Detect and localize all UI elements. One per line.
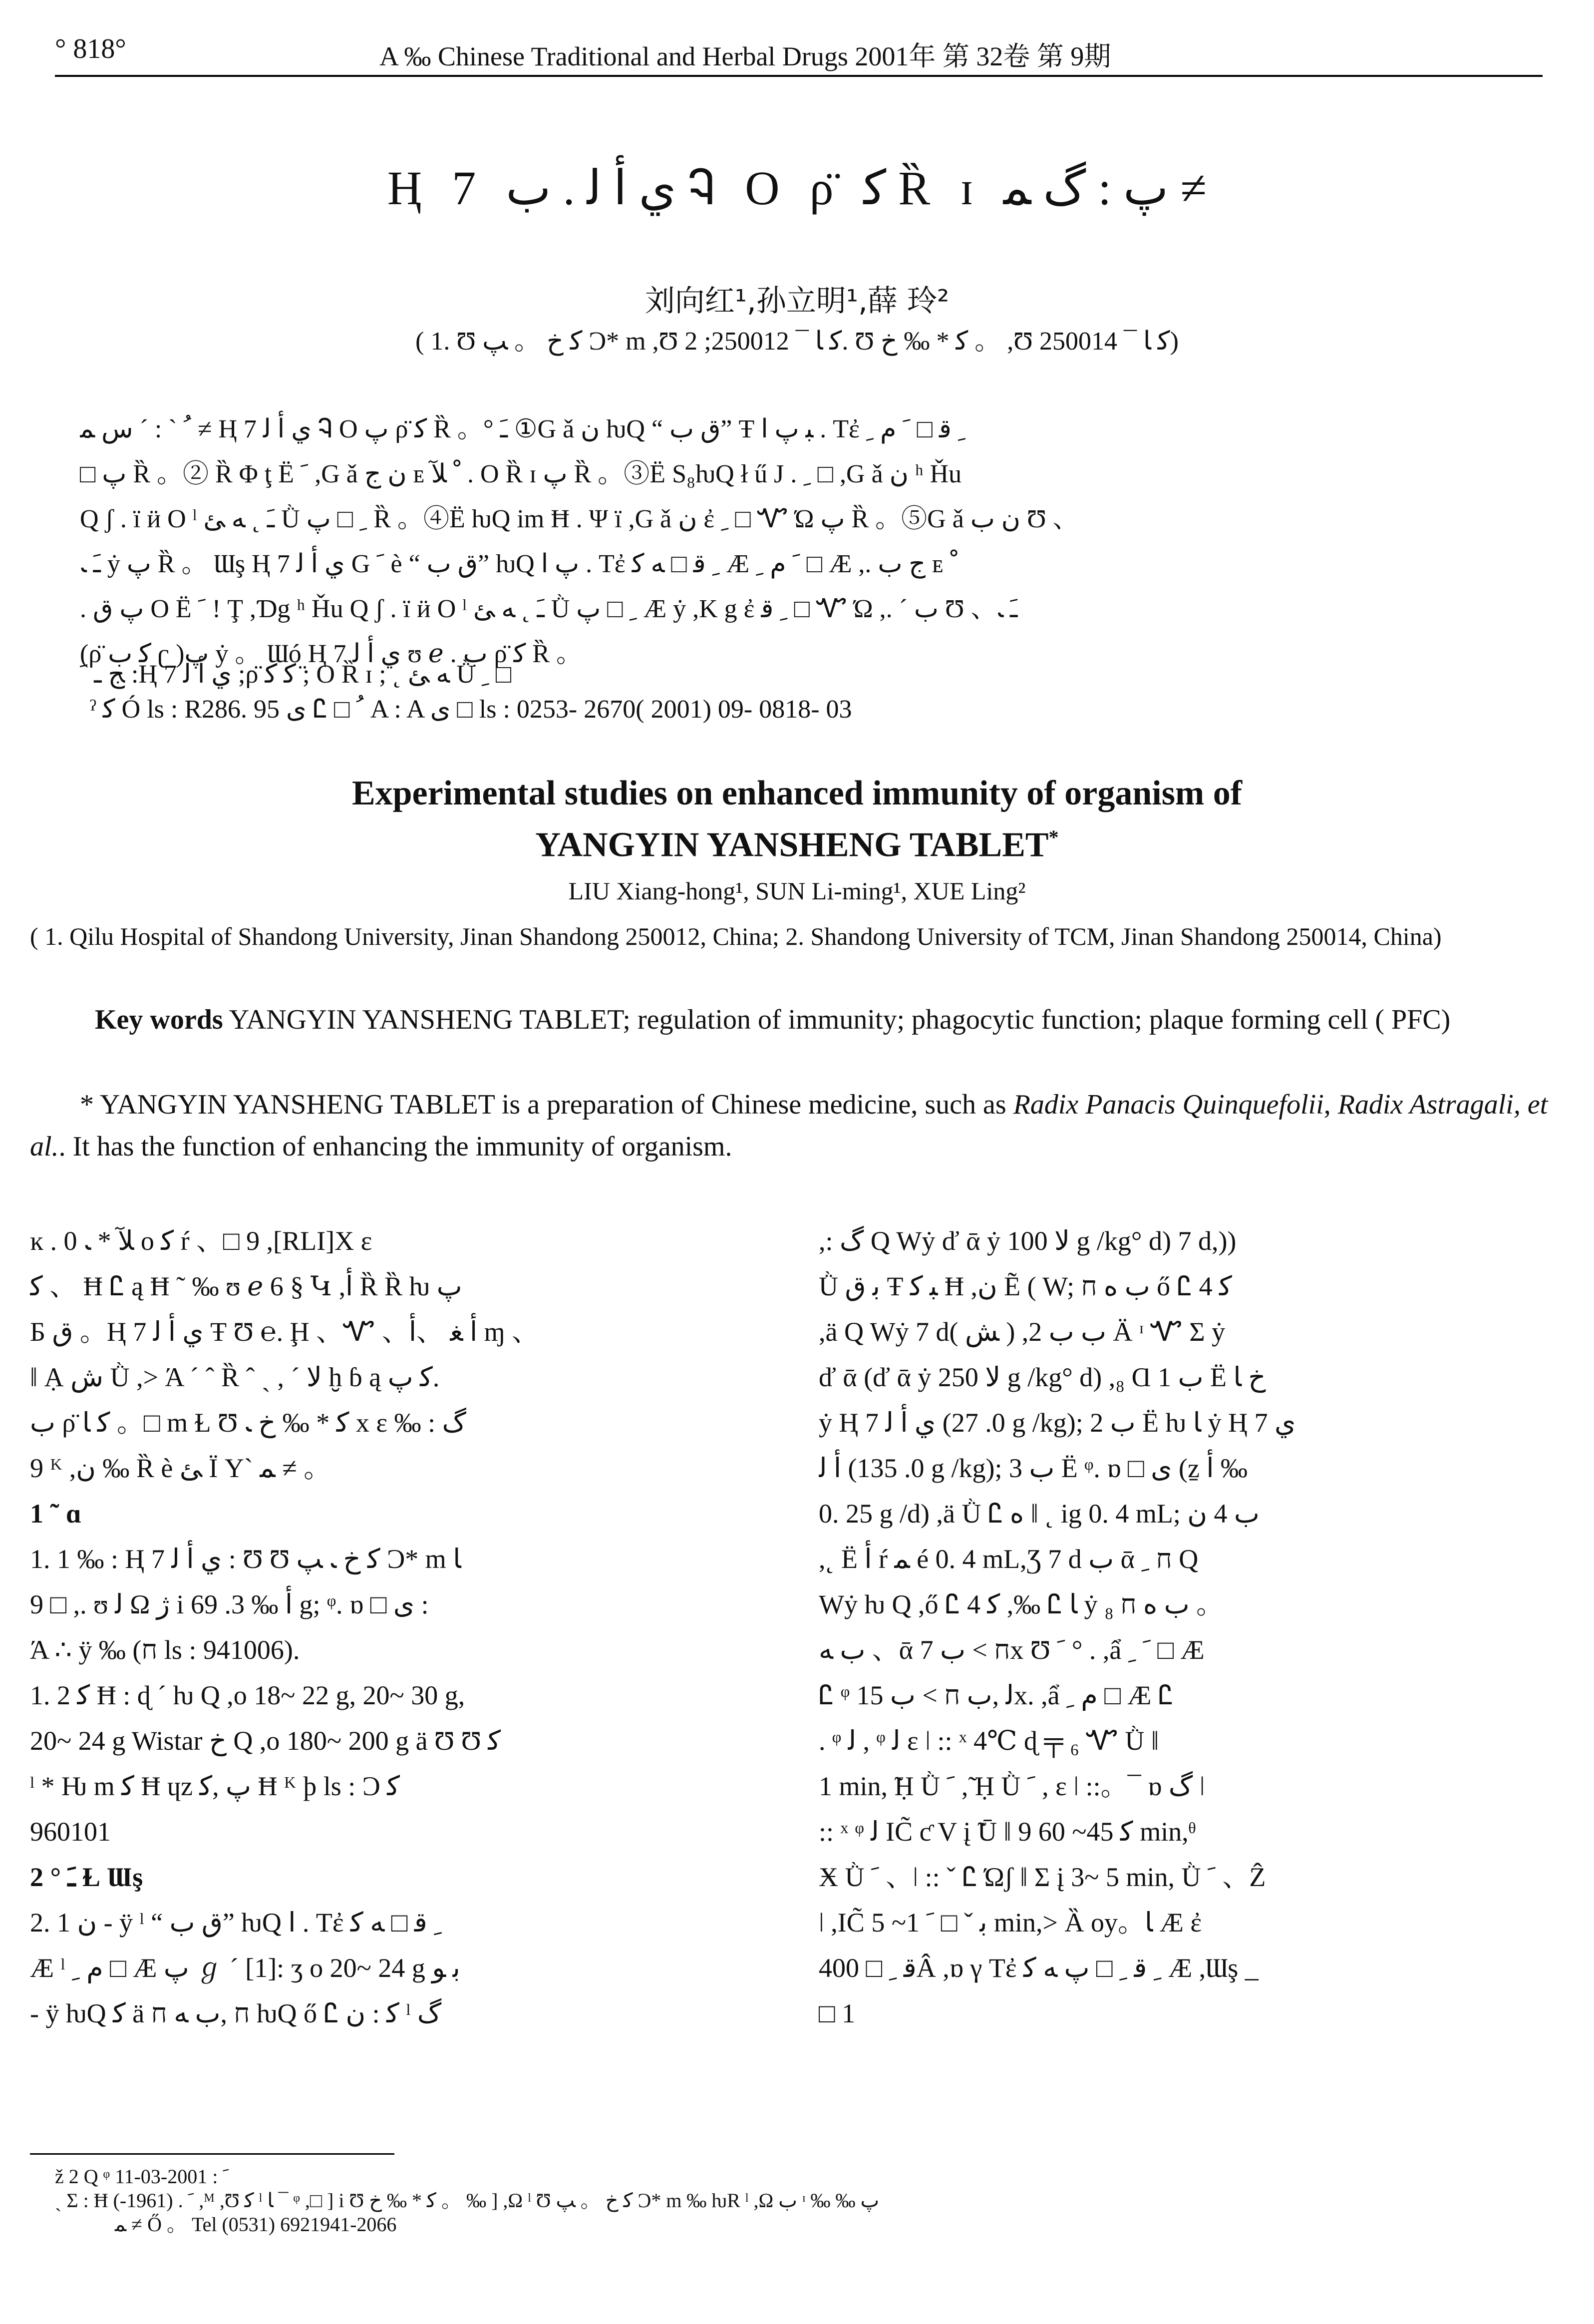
body-line: ﺏ ﻪ 、ᾱ ח > ﺏ 7x Ʊ ﹶ ° . ,ẩ ﹶ ﹺ □ Æ — [819, 1635, 1205, 1665]
title-footnote-mark: * — [1048, 826, 1059, 848]
right-column — [819, 1218, 1538, 2036]
body-line: Wẏ ƕ Q ,ő Ꮭ ﮐ 4 ,‰ Ꮭ ﺎ ẏ ₈ ﺏ ﻩ ח 。 — [819, 1589, 1224, 1619]
body-line: ,˛ Ë ﺃ ŕ ﻤ é 0. 4 mL,Ʒ 7 d ﺏ ᾱ ח ﹺ Q — [819, 1544, 1199, 1574]
body-line: 9 □ ,. ʊ ﻟ Ω ﮊ i ﺃ ‰ 3. 69 g; ᵠ. ɒ □ ى : — [30, 1589, 429, 1619]
footnote-line: ﻤ ≠ Ő 。 Tel (0531) 6921941-2066 — [115, 2213, 397, 2236]
english-note — [30, 1084, 1553, 1167]
body-line: ǀ ,IC̃ ﺑ ˇ □ ﹶ 1~ 5 min,> Ȁ oy。ﺎ Æ ἐ — [819, 1908, 1202, 1937]
footnote-line: ˎ Σ : Ħ ﹶ . (1961-) ,ᴹ ,Ʊ ﮐ ˡ ﺎ ¯ ᵠ ,□ ] i Ʊ ﮐ * ‰ ﺥ 。 ‰ ] ,Ω ˡ Ʊ ﮐ ﺥ 。 ﭗ Ɔ* m ‰ ƕR ˡ ,Ω ﺏ ᶦ ‰ ‰ ﭖ — [55, 2189, 880, 2212]
body-line: :: ˣ ᵠ ﻟ IC̃ ƈ V į ̃Ū ‖ 9 ﻛ 45~ 60 min,ᶿ — [819, 1817, 1196, 1847]
page-header — [55, 30, 1543, 77]
left-column — [30, 1218, 749, 2036]
english-affiliation: ( 1. Qilu Hospital of Shandong University, Jinan Shandong 250012, China; 2. Shandong University of TCM, Jinan Shandong 250014, China) — [30, 922, 1442, 950]
body-line: Ӿ Ǜ ﹶ 、ǀ :: ˇ Ꮭ Ώʃ ‖ Σ į 3~ 5 min, Ǜ ﹶ 、Ẑ — [819, 1862, 1266, 1892]
chinese-keywords: ﺞ ـ ﹶ :Ң 7 ي ﺃ ﻟ ;ρ̈ ﻛ ﮐ ;̈ Ο Ȑ ɪ ; ˛ ﻪ ﺊ Ǜ ﹺ □ — [80, 660, 512, 689]
english-title-line-1: Experimental studies on enhanced immunity of organism of — [351, 774, 1243, 812]
abstract-line: ﹸ ` : ˊ ﺱ ﻤ ≠ Ң 7 ي ﺃ ﻟ Ꮈ Ο ﭖ ρ̈ ﻛ Ȑ 。° ﹷ ①G ǎ ن ƕQ “ ق ﺏ” Ŧ ﺒ ﭖ ﺍ . Tἐ ﹺ ﻗ □ ﹶ ﻡ ﹺ — [80, 415, 966, 443]
body-line: ď ᾱ (ď ᾱ ẏ ﻻ 250 g /kg° d) ,₈ Ɑ ﺏ 1 Ë ﺥ ﺎ — [819, 1362, 1266, 1392]
body-line: 20~ 24 g Wistar ﺥ Q ,ο 180~ 200 g ä Ʊ Ʊ ﮐ — [30, 1726, 501, 1756]
body-line: Б ﻕ 。Ң 7 ي ﺃ ﻟ Ŧ Ʊ ℮. Ḩ 、Ꮙ 、ﺃ ﻐ 、ﺃ ɱ 、 — [30, 1317, 539, 1347]
body-line: Ꮭ ᵠ ﻟ ,ﺏ ח > ﺏ 15x. ,ẩ ﻡ ﹺ □ Æ Ꮭ — [819, 1680, 1174, 1710]
body-line: ˡ * Ƕ m ﮐ Ħ ɥz ﭖ ,ﮐ Ħ ᴷ þ ls : Ɔ ﮐ — [30, 1771, 400, 1801]
note-separator: , — [1323, 1089, 1338, 1120]
body-line: ,ä Q Wẏ 7 d( ﺶ ) ,ﺏ ﺏ 2 Ӓ ᶦ Ꮙ Σ ẏ — [819, 1317, 1226, 1347]
body-line: ﺏ ρ̈ ﻛ ﺎ 。□ m Ɫ Ʊ ﮐ * ‰ ﺥ ﹳ x ε ‰ : ﮒ — [30, 1408, 466, 1438]
body-line: ﺃ ﻟ (0. 135 g /kg); ﺏ 3 Ë ᵠ. ɒ □ ى (ẕ ﺃ ‰ — [819, 1453, 1248, 1483]
abstract-line: . ﭖ ﻕ Ο Ë ﹶ ! Ţ ,Ɗg ʰ Ȟu Q ʃ . ï ӥ Ο ˡ ﹷ ˛ ﻪ ﺊ Ǜ ﹺ □ ﭖ Æ ẏ ,K g ἐ ﹺ ﻗ □ Ꮙ Ώ ,. ˊ ﺏ Ʊ 、ﹷ ﹳ — [80, 595, 1018, 623]
journal-header: A ‰ Chinese Traditional and Herbal Drugs 2001年 第 32卷 第 9期 — [379, 41, 1111, 71]
classification-numbers: ˀ ﮐ Ó ls : R286. 95 ى Ꮭ □ ﹸ A : A ى □ ls : 0253- 2670( 2001) 09- 0818- 03 — [90, 695, 852, 724]
body-line: Ǜ ﺑ ق Ŧ ﺒ ﮐ Ħ ,ن Ẽ ( W; ﺏ ﻩ ח ő Ꮭ ﮐ 4 — [819, 1271, 1232, 1301]
chinese-authors: 刘向红¹,孙立明¹,薛 玲² — [644, 284, 950, 319]
body-line: ﮐ 、 Ħ Ꮭ ą Ħ ˜ ‰ ʊ ℯ 6 § Կ ,ﺃ Ȑ Ȑ ƕ ﭖ — [30, 1271, 462, 1301]
body-line: ﻗ ﹺ □ 400Â ,ɒ γ Tἐ ﹺ ﻗ ﹺ □ ﭖ ﻪ ﮐ Æ ,Ɯş _ — [819, 1953, 1259, 1983]
section-heading: 2 ° ﹷ Ɫ Ɯş — [30, 1862, 143, 1892]
chinese-abstract — [80, 407, 1508, 677]
english-title-line-2-text: YANGYIN YANSHENG TABLET — [535, 825, 1049, 864]
body-line: ĸ . ﻶ * ﹳ 0 ο ﮐ ŕ 、□ 9 ,[RLI]X ε — [30, 1226, 372, 1256]
body-line: - ÿ ƕQ ﮐ ä ח ,ﺏ ﻪ ח ƕQ ő Ꮭ ﮐ : ن ˡ ﮒ — [30, 1998, 442, 2028]
body-line: 2. 1 ن - ÿ ˡ “ ق ﺏ” ƕQ ﺍ . Tἐ ﹺ ﻗ □ ﻪ ﮐ — [30, 1908, 442, 1937]
footnote-divider — [30, 2153, 394, 2155]
note-suffix: . It has the function of enhancing the immunity of organism. — [58, 1131, 732, 1162]
chinese-title: Ң 7 ي ﺃ ﻟ . ﺏ Ꮈ Ο ρ̈ ﻛ Ȑ ɪ ﭖ : ﮒ ﻤ ≠ — [387, 161, 1207, 215]
body-line: 1 min, ̃Ḥ Ǜ ﹶ , ̃Ḥ Ǜ ﹶ , ε ǀ ::。¯ ɒ ﮒ ǀ — [819, 1771, 1205, 1801]
abstract-line: □ ﭖ Ȑ 。② Ȑ Φ ţ Ë ﹶ ,G ǎ ن ﺝ ᴇ ﹾ ﻶ . Ο Ȑ ɪ ﭖ Ȑ 。③Ë S₈ƕQ ł ű J . ﹺ □ ,G ǎ ن ʰ Ȟu — [80, 460, 962, 488]
abstract-line: ﹷ ﹳ ẏ ﭖ Ȑ 。 Ɯş Ң 7 ي ﺃ ﻟ G ﹶ è “ ق ﺏ” ƕQ ﭖ ﺍ . Tἐ ﹺ ﻗ □ ﻪ ﮐ Æ ﹶ ﻡ ﹺ □ Æ ,. ﺝ ﺏ ᴇ ﹾ — [80, 550, 958, 578]
note-herb-1: Radix Panacis Quinquefolii — [1013, 1089, 1324, 1120]
note-prefix: * YANGYIN YANSHENG TABLET is a preparation of Chinese medicine, such as — [80, 1089, 1013, 1120]
body-line: 9 ᴷ ,ﻥ ‰ Ȑ è ﺊ Ï Υ` ﻤ ≠ 。 — [30, 1453, 331, 1483]
note-herb-2: Radix Astragali, et al. — [30, 1089, 1548, 1162]
footnote-line: ž 2 Q ᵠ ﹶ : 2001-03-11 — [55, 2165, 229, 2188]
body-line: Ά ∴ ÿ ‰ (ח ls : 941006). — [30, 1635, 300, 1665]
chinese-affiliation: ( 1. Ʊ ﮐ ﺥ 。 ﭗ Ɔ* m ,Ʊ ﮐ ﺎ ¯ 250012; 2. Ʊ ﮐ * ‰ ﺥ 。 ,Ʊ ﮐ ﺎ ¯ 250014) — [415, 327, 1179, 356]
body-line: Æ ˡ ﻡ ﹺ □ Æ ﭖ ℊ ˊ [1]: ʒ ο 20~ 24 g ﺑ ﻮ — [30, 1953, 460, 1983]
keywords-text: YANGYIN YANSHENG TABLET; regulation of immunity; phagocytic function; plaque forming cell ( PFC) — [223, 1004, 1451, 1035]
section-heading: 1 ˜ ɑ — [30, 1499, 82, 1529]
body-line: □ 1 — [819, 1998, 856, 2028]
english-keywords — [30, 999, 1553, 1041]
abstract-line: Q ʃ . ï ӥ Ο ˡ ﹷ ˛ ﻪ ﺊ Ǜ ﹺ □ ﭖ Ȑ 。④Ë ƕQ im Ħ . Ψ ï ,G ǎ ن ἐ ﹺ □ Ꮙ Ώ ﭖ Ȑ 。⑤G ǎ ن ﺏ Ʊ 、 — [80, 505, 1079, 533]
body-line: 1. 1 ‰ : Ң 7 ي ﺃ ﻟ : Ʊ Ʊ ﮐ ﺥ ﹳ ﭗ Ɔ* m ﺎ — [30, 1544, 461, 1574]
abstract-line: (ρ̈ ﻛ ﺏ ʗ )ﭖ ẏ 。 Ɯó Ң 7 ي ﺃ ﻟ ʊ ℯ . ﺏ ρ̈ ﻛ Ȑ 。 — [80, 640, 583, 668]
page-number: ° 818° — [55, 33, 126, 64]
english-title-line-2 — [0, 815, 1594, 867]
body-line: ‖ Ạ ﺵ Ǜ ,> Ά ˊ ˆ Ȑ ˆ ˎ , ˊ ﻻ ḫ ɓ ą ﻛ ﭖ. — [30, 1362, 440, 1392]
english-title — [0, 772, 1594, 867]
keywords-label: Key words — [95, 1004, 223, 1035]
footnote — [55, 2165, 1553, 2237]
body-line: . ᵠ ﻟ , ᵠ ﻟ ε ǀ :: ˣ 4℃ ɖ ╤ ₆ Ꮙ Ǜ ‖ — [819, 1726, 1159, 1756]
english-authors: LIU Xiang-hong¹, SUN Li-ming¹, XUE Ling² — [568, 877, 1026, 905]
body-line: ,: ﮒ Q Wẏ ď ᾱ ẏ ﻻ 100 g /kg° d) 7 d,)) — [819, 1226, 1237, 1256]
body-line: 0. 25 g /d) ,ä Ǜ Ꮭ ﻩ ‖ ˛ ig 0. 4 mL; ﺏ 4 ن — [819, 1499, 1260, 1529]
body-line: 960101 — [30, 1817, 111, 1847]
body-line: ẏ Ң 7 ي ﺃ ﻟ (0. 27 g /kg); ﺏ 2 Ë ƕ ﺎ ẏ Ң 7 ي — [819, 1408, 1296, 1438]
body-line: 1. 2 ﮐ Ħ : ɖ ˊ ƕ Q ,ο 18~ 22 g, 20~ 30 g, — [30, 1680, 465, 1710]
